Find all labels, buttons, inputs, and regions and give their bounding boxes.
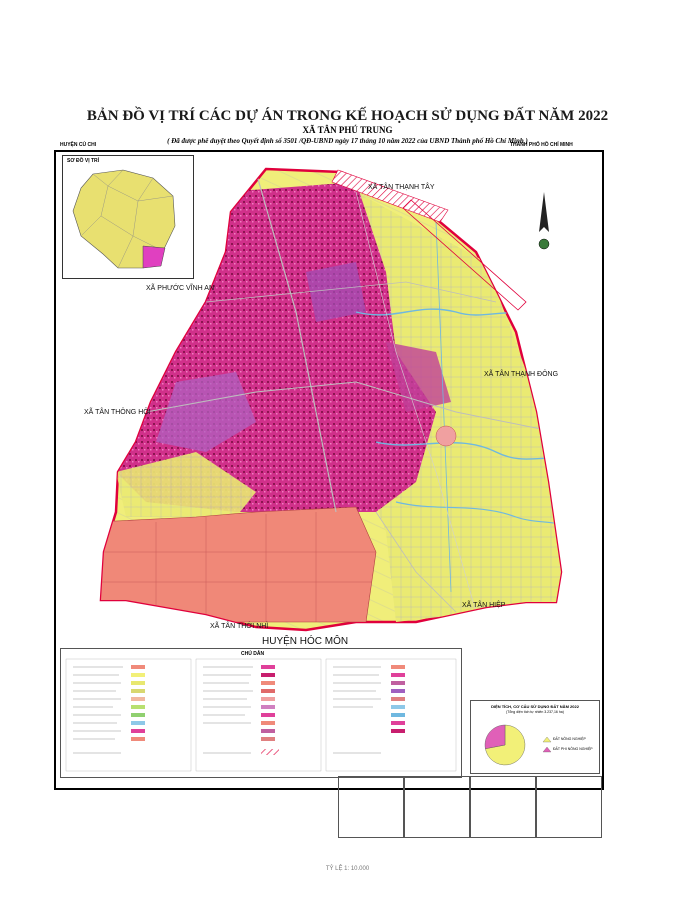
label-tan-thong-hoi: XÃ TÂN THÔNG HỘI: [84, 409, 151, 416]
pie-title: DIỆN TÍCH, CƠ CẤU SỬ DỤNG ĐẤT NĂM 2022: [491, 704, 579, 709]
map-subtitle: XÃ TÂN PHÚ TRUNG: [302, 125, 393, 135]
label-tan-hiep: XÃ TÂN HIỆP: [462, 602, 506, 609]
right-corner-label: THÀNH PHỐ HỒ CHÍ MINH: [510, 142, 573, 148]
pie-legend-nonagri: ĐẤT PHI NÔNG NGHIỆP: [553, 747, 593, 751]
highlight-commune: [143, 246, 165, 268]
inset-title: SƠ ĐỒ VỊ TRÍ: [67, 158, 100, 164]
label-tan-thanh-tay: XÃ TÂN THẠNH TÂY: [368, 184, 435, 191]
pie-legend-agri: ĐẤT NÔNG NGHIỆP: [553, 737, 586, 741]
pie-legend-swatch-1: [543, 747, 551, 752]
mixed-zone-2: [306, 262, 366, 322]
pie-slice-1: [485, 725, 505, 749]
signature-block-1: [338, 776, 404, 838]
legend-panel: [60, 648, 462, 778]
label-tan-thoi-nhi: XÃ TÂN THỚI NHÌ: [210, 623, 269, 630]
signature-block-2: [404, 776, 470, 838]
pie-legend-swatch-0: [543, 737, 551, 742]
signature-panel: [338, 776, 602, 838]
map-title: BẢN ĐỒ VỊ TRÍ CÁC DỰ ÁN TRONG KẾ HOẠCH SỬ DỤNG ĐẤT NĂM 2022: [86, 108, 609, 124]
pie-subtitle: (Tổng diện tích tự nhiên 3.237,16 ha): [506, 710, 564, 714]
label-hoc-mon: HUYỆN HÓC MÔN: [262, 636, 349, 647]
map-scale: TỶ LỆ 1: 10.000: [325, 866, 370, 872]
label-phuoc-vinh-an: XÃ PHƯỚC VĨNH AN: [146, 285, 214, 292]
land-use-pie-panel: [470, 700, 600, 774]
north-arrow-icon: [539, 192, 549, 249]
left-corner-label: HUYỆN CỦ CHI: [60, 142, 97, 148]
industrial-zone: [96, 507, 376, 622]
signature-block-4: [536, 776, 602, 838]
location-inset: [62, 155, 194, 279]
legend-title: CHÚ DẪN: [241, 651, 265, 657]
approval-note: ( Đã được phê duyệt theo Quyết định số 3501 /QĐ-UBND ngày 17 tháng 10 năm 2022 của UBND Thành phố Hồ Chí Minh ): [167, 137, 528, 145]
signature-block-3: [470, 776, 536, 838]
label-tan-thanh-dong: XÃ TÂN THẠNH ĐÔNG: [484, 371, 559, 378]
